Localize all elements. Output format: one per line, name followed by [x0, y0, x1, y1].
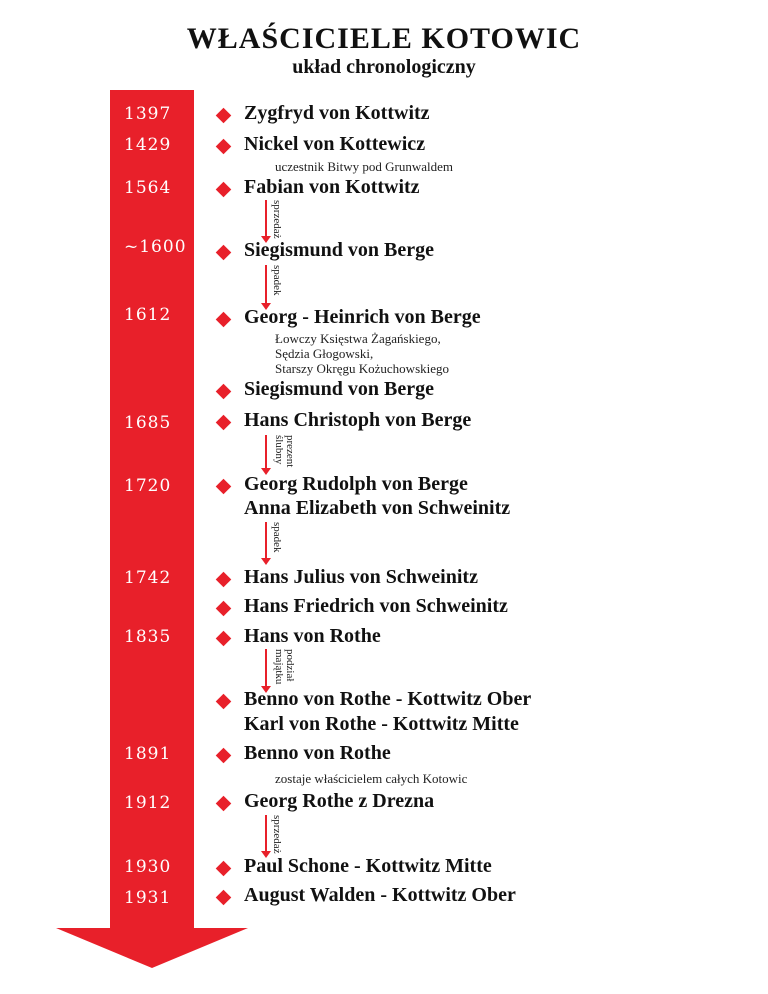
- owner-name: Hans Friedrich von Schweinitz: [244, 595, 508, 617]
- transfer-label: sprzedaż: [271, 200, 283, 239]
- year-label: 1891: [124, 744, 172, 764]
- owner-name: Georg - Heinrich von Berge: [244, 306, 481, 328]
- year-label: 1931: [124, 888, 172, 908]
- note-text: Sędzia Głogowski,: [275, 346, 374, 361]
- year-label: 1912: [124, 793, 172, 813]
- year-label: 1429: [124, 135, 172, 155]
- year-label: 1742: [124, 568, 172, 588]
- year-label: 1835: [124, 627, 172, 647]
- transfer-label: spadek: [271, 522, 283, 553]
- owner-name: Siegismund von Berge: [244, 378, 435, 400]
- owner-name: Hans Christoph von Berge: [244, 409, 472, 431]
- owner-name: Siegismund von Berge: [244, 239, 435, 261]
- year-label: 1685: [124, 413, 172, 433]
- note-text: zostaje właścicielem całych Kotowic: [275, 771, 468, 786]
- transfer-label: sprzedaż: [271, 815, 283, 854]
- owner-name: Fabian von Kottwitz: [244, 176, 420, 198]
- note-text: uczestnik Bitwy pod Grunwaldem: [275, 159, 453, 174]
- year-label: ~1600: [124, 237, 187, 257]
- owner-name: Paul Schone - Kottwitz Mitte: [244, 855, 492, 877]
- owner-name: Hans Julius von Schweinitz: [244, 566, 478, 588]
- owner-name: Georg Rudolph von Berge: [244, 473, 468, 495]
- owner-name: Georg Rothe z Drezna: [244, 790, 435, 812]
- owner-name: Karl von Rothe - Kottwitz Mitte: [244, 713, 519, 735]
- transfer-label: podział majątku: [273, 649, 296, 685]
- owner-name: Anna Elizabeth von Schweinitz: [244, 497, 511, 519]
- owner-name: August Walden - Kottwitz Ober: [244, 884, 516, 906]
- year-label: 1564: [124, 178, 172, 198]
- page-subtitle: układ chronologiczny: [292, 56, 476, 78]
- owner-name: Benno von Rothe - Kottwitz Ober: [244, 688, 532, 710]
- year-label: 1397: [124, 104, 172, 124]
- owner-name: Benno von Rothe: [244, 742, 391, 764]
- year-label: 1612: [124, 305, 172, 325]
- transfer-label: prezent ślubny: [273, 435, 296, 468]
- page-title: WŁAŚCICIELE KOTOWIC: [186, 22, 582, 55]
- year-label: 1720: [124, 476, 172, 496]
- transfer-label: spadek: [271, 265, 283, 296]
- owner-name: Zygfryd von Kottwitz: [244, 102, 430, 124]
- owner-name: Hans von Rothe: [244, 625, 381, 647]
- note-text: Starszy Okręgu Kożuchowskiego: [275, 361, 450, 376]
- note-text: Łowczy Księstwa Żagańskiego,: [275, 331, 441, 346]
- owner-name: Nickel von Kottewicz: [244, 133, 426, 155]
- year-label: 1930: [124, 857, 172, 877]
